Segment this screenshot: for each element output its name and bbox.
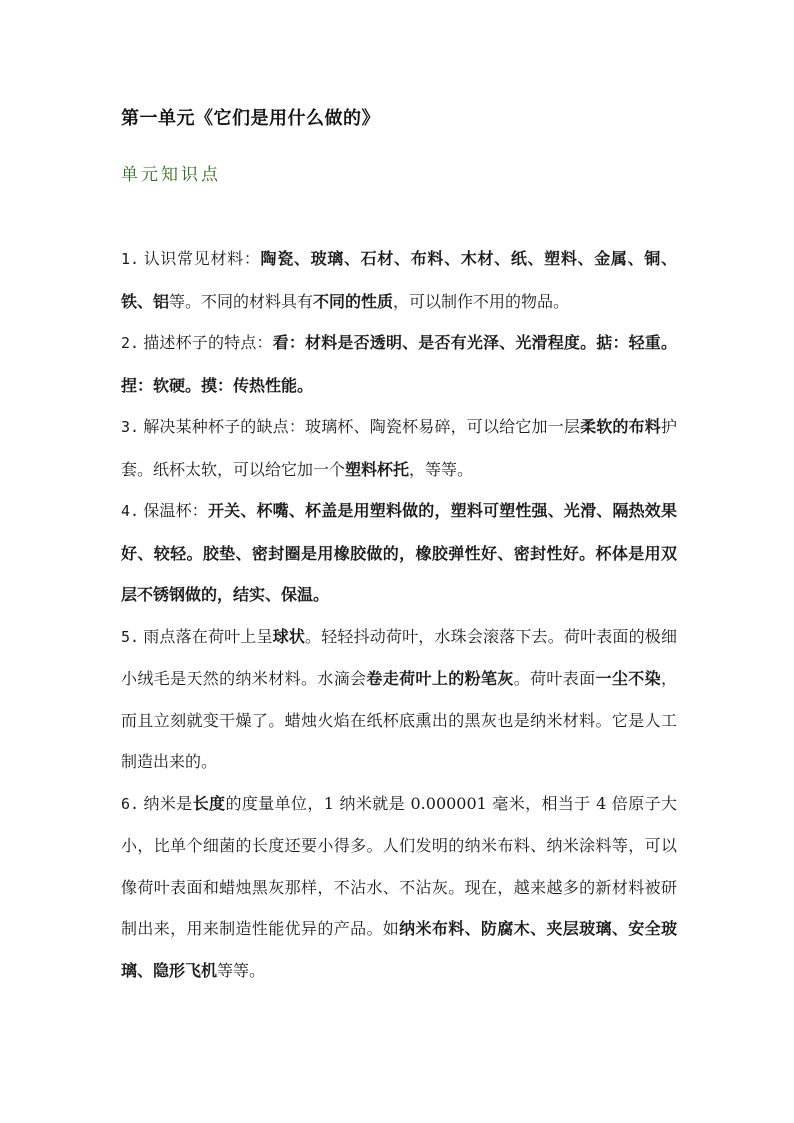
page-title: 第一单元《它们是用什么做的》 xyxy=(121,108,380,129)
text-run: 描述杯子的特点： xyxy=(143,333,273,352)
text-run: 等等。 xyxy=(217,960,266,980)
bold-text-run: 卷走荷叶上的粉笔灰 xyxy=(366,669,514,688)
text-run: 等。不同的材料具有 xyxy=(169,291,314,311)
text-run: 认识常见材料： xyxy=(143,249,261,268)
bold-text-run: 纳米布料、防腐木、夹层玻璃、安全玻璃、隐形飞机 xyxy=(121,919,677,980)
knowledge-point-6 xyxy=(121,783,677,992)
knowledge-point-1 xyxy=(121,238,677,322)
text-run: 雨点落在荷叶上呈 xyxy=(143,626,273,646)
text-run: 。荷叶表面 xyxy=(513,669,596,688)
point-number: 4. xyxy=(121,502,140,520)
text-run: ，而且立刻就变干燥了。蜡烛火焰在纸杯底熏出的黑灰也是纳米材料。它是人工制造出来的。 xyxy=(121,669,677,771)
bold-text-run: 陶瓷、玻璃、石材、布料、木材、纸、塑料、金属、铜、铁、铝 xyxy=(121,249,677,311)
text-run: 纳米是 xyxy=(143,793,193,813)
text-run: 解决某种杯子的缺点：玻璃杯、陶瓷杯易碎，可以给它加一层 xyxy=(143,417,581,436)
knowledge-point-4 xyxy=(121,490,677,616)
section-subtitle: 单元知识点 xyxy=(121,165,221,185)
point-number: 1. xyxy=(121,250,140,268)
bold-text-run: 柔软的布料 xyxy=(580,417,661,436)
text-run: ，可以制作不用的物品。 xyxy=(393,291,570,311)
point-number: 2. xyxy=(121,334,140,352)
bold-text-run: 塑料杯托 xyxy=(345,459,410,479)
text-run: 的度量单位，1 纳米就是 0.000001 毫米，相当于 4 倍原子大小，比单个细菌的长度还要小得多。人们发明的纳米布料、纳米涂料等，可以像荷叶表面和蜡烛黑灰那样，不沾水、不沾灰。现在，越来越多的新材料被研制出来，用来制造性能优异的产品。如 xyxy=(121,793,677,938)
bold-text-run: 一尘不染 xyxy=(595,669,661,688)
text-run: 护套。纸杯太软，可以给它加一个 xyxy=(121,417,677,479)
text-run: 。轻轻抖动荷叶，水珠会滚落下去。荷叶表面的极细小绒毛是天然的纳米材料。水滴会 xyxy=(121,626,677,688)
knowledge-point-2 xyxy=(121,322,677,406)
point-number: 5. xyxy=(121,627,140,646)
bold-text-run: 开关、杯嘴、杯盖是用塑料做的，塑料可塑性强、光滑、隔热效果好、较轻。胶垫、密封圈是用橡胶做的，橡胶弹性好、密封性好。杯体是用双层不锈钢做的，结实、保温。 xyxy=(121,501,677,604)
text-run: 保温杯： xyxy=(143,501,208,520)
text-run: ，等等。 xyxy=(409,459,474,479)
bold-text-run: 球状 xyxy=(272,626,306,646)
knowledge-point-5 xyxy=(121,616,677,783)
point-number: 6. xyxy=(121,794,140,813)
bold-text-run: 不同的性质 xyxy=(313,291,394,311)
knowledge-point-3 xyxy=(121,406,677,490)
knowledge-points xyxy=(121,238,677,991)
point-number: 3. xyxy=(121,418,140,436)
bold-text-run: 看：材料是否透明、是否有光泽、光滑程度。掂：轻重。捏：软硬。摸：传热性能。 xyxy=(121,333,677,395)
bold-text-run: 长度 xyxy=(192,793,226,813)
